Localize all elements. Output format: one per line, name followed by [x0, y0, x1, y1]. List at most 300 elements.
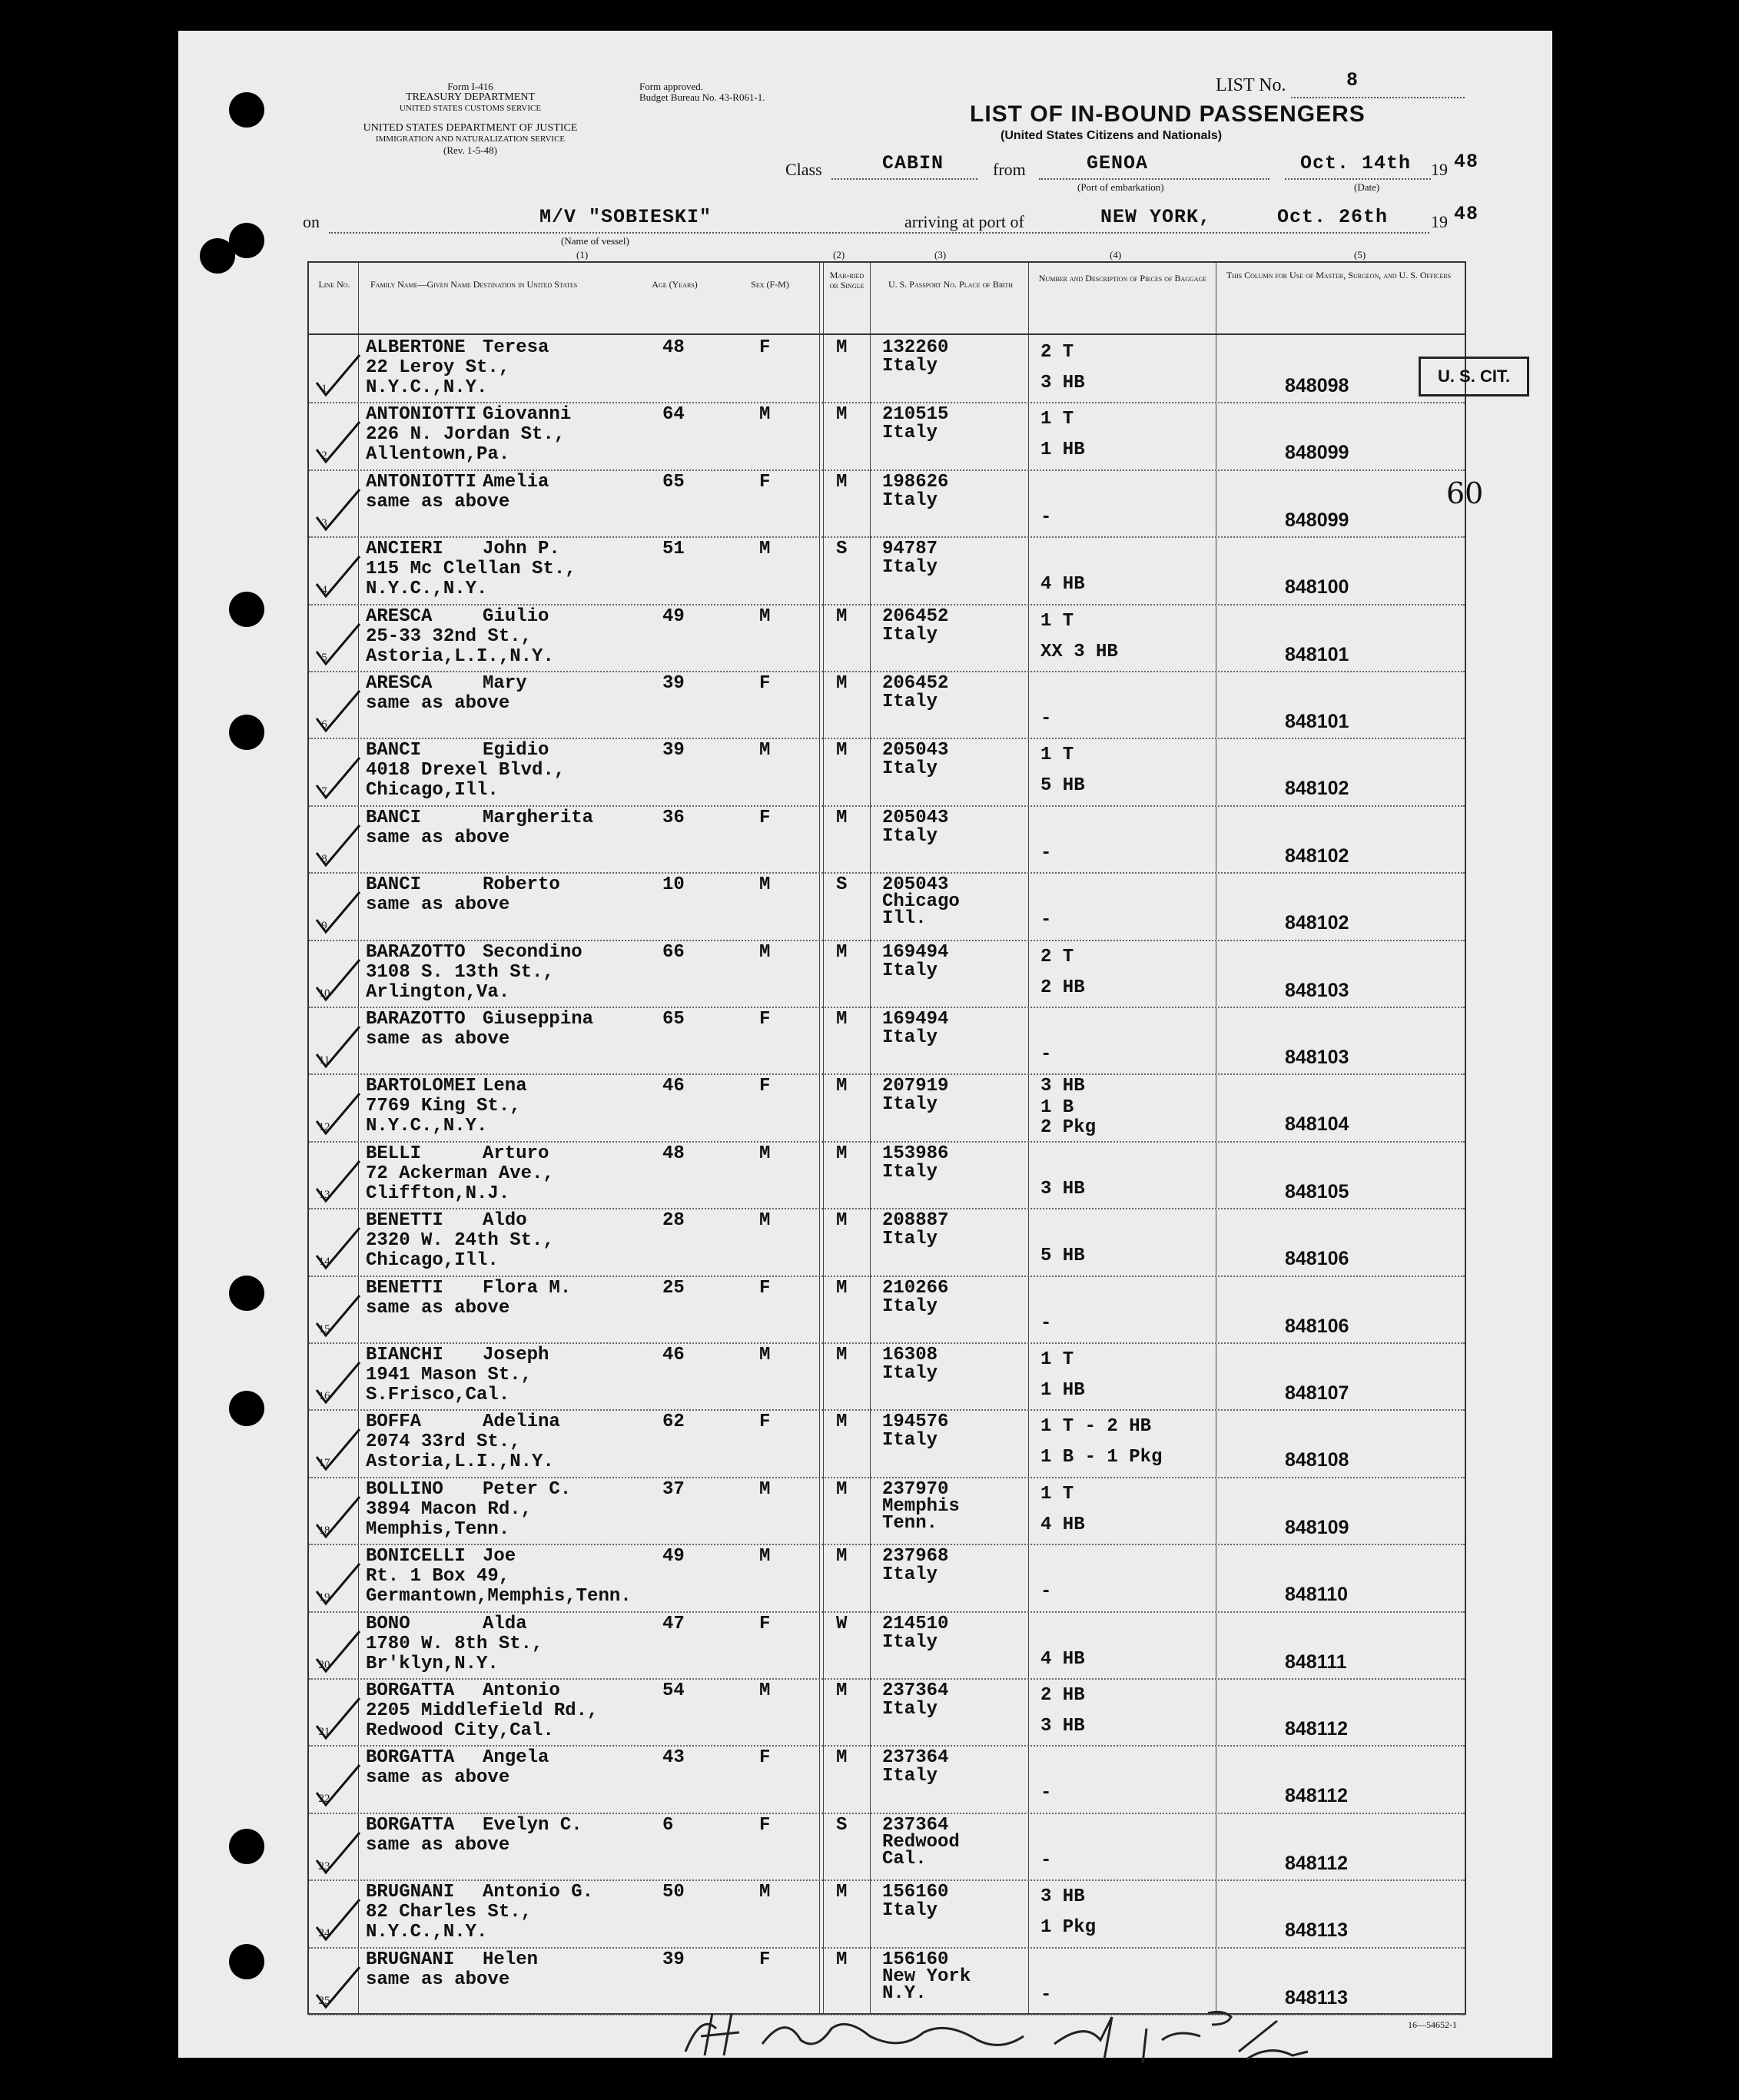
sex-value: M	[759, 941, 771, 963]
check-mark-icon	[312, 618, 366, 672]
family-name: BIANCHI	[366, 1345, 443, 1365]
age-value: 47	[662, 1613, 685, 1634]
sex-value: F	[759, 1277, 771, 1299]
address-line-1: same as above	[366, 1767, 510, 1789]
family-name: BORGATTA	[366, 1814, 455, 1836]
passport-number: 169494	[882, 1009, 949, 1030]
line-number: 22	[318, 1793, 330, 1806]
family-name: BARAZOTTO	[366, 1009, 466, 1030]
baggage-line-1: 3 HB	[1040, 1886, 1085, 1908]
table-row	[309, 940, 1465, 1008]
check-mark-icon	[312, 1020, 366, 1074]
line-number: 10	[318, 987, 330, 1000]
baggage-line-2: 3 HB	[1040, 1178, 1085, 1199]
officer-number: 848106	[1285, 1315, 1349, 1337]
passport-number: 214510	[882, 1613, 949, 1634]
baggage-line-2: 1 Pkg	[1040, 1917, 1097, 1939]
given-name: Giulio	[483, 605, 549, 627]
table-row	[309, 1544, 1465, 1612]
table-row	[309, 1208, 1465, 1276]
check-mark-icon	[312, 954, 366, 1007]
marital-status: M	[836, 605, 848, 627]
marital-status: S	[836, 874, 848, 896]
passport-number: 207919	[882, 1076, 949, 1097]
marital-status: M	[836, 1680, 848, 1701]
check-mark-icon	[312, 550, 366, 604]
check-mark-icon	[312, 685, 366, 738]
address-line-1: same as above	[366, 894, 510, 916]
sex-value: M	[759, 539, 771, 560]
line-number: 7	[321, 785, 327, 798]
age-value: 10	[662, 874, 685, 896]
marital-status: M	[836, 337, 848, 358]
passport-number: 156160	[882, 1949, 949, 1970]
passport-number: 205043	[882, 874, 949, 896]
punch-hole	[229, 1276, 264, 1311]
address-line-1: 1780 W. 8th St.,	[366, 1633, 543, 1654]
address-line-1: 2205 Middlefield Rd.,	[366, 1700, 599, 1721]
family-name: BANCI	[366, 807, 422, 828]
table-row	[309, 1342, 1465, 1411]
officer-number: 848103	[1285, 1047, 1349, 1068]
table-row	[309, 1745, 1465, 1813]
line-number: 24	[318, 1927, 330, 1940]
check-mark-icon	[312, 1155, 366, 1209]
age-value: 66	[662, 941, 685, 963]
table-row	[309, 1073, 1465, 1142]
age-value: 48	[662, 337, 685, 358]
line-number: 8	[321, 852, 327, 865]
place-of-birth: Italy	[882, 1699, 938, 1720]
th-married: Mar-ried or Single	[829, 270, 865, 290]
baggage-line-2: -	[1040, 1312, 1052, 1334]
place-of-birth: Italy	[882, 1564, 938, 1586]
baggage-line-1: 1 T	[1040, 610, 1074, 632]
table-row	[309, 738, 1465, 806]
given-name: Angela	[483, 1747, 549, 1769]
marital-status: M	[836, 1747, 848, 1769]
passport-number: 153986	[882, 1143, 949, 1164]
table-row	[309, 604, 1465, 672]
address-line-2: Chicago,Ill.	[366, 1250, 499, 1272]
passport-number: 169494	[882, 941, 949, 963]
page-title: LIST OF IN-BOUND PASSENGERS	[970, 101, 1366, 127]
place-of-birth: Italy	[882, 1430, 938, 1451]
age-value: 49	[662, 1546, 685, 1568]
sex-value: F	[759, 1949, 771, 1970]
table-row	[309, 872, 1465, 941]
address-line-2: N.Y.C.,N.Y.	[366, 1116, 488, 1137]
baggage-line-2: 4 HB	[1040, 574, 1085, 595]
check-mark-icon	[312, 1356, 366, 1410]
check-mark-icon	[312, 1087, 366, 1141]
family-name: ANTONIOTTI	[366, 471, 477, 493]
check-mark-icon	[312, 886, 366, 940]
list-number: 8	[1346, 69, 1359, 91]
address-line-1: 1941 Mason St.,	[366, 1365, 533, 1385]
line-number: 4	[321, 584, 327, 597]
officer-number: 848101	[1285, 711, 1349, 732]
age-value: 65	[662, 471, 685, 493]
officer-number: 848111	[1285, 1650, 1347, 1673]
line-number: 17	[318, 1457, 330, 1470]
officer-number: 848099	[1285, 509, 1349, 531]
place-of-birth: Memphis Tenn.	[882, 1495, 960, 1534]
address-line-2: Chicago,Ill.	[366, 780, 499, 801]
address-line-1: 22 Leroy St.,	[366, 357, 510, 378]
table-row	[309, 335, 1465, 403]
passport-number: 210515	[882, 404, 949, 426]
baggage-line-1: 1 T	[1040, 1483, 1074, 1505]
baggage-line-1: 2 T	[1040, 946, 1074, 967]
baggage-line-2: 2 HB	[1040, 977, 1085, 998]
age-value: 39	[662, 740, 685, 761]
column-number: (1)	[576, 249, 589, 260]
address-line-1: 115 Mc Clellan St.,	[366, 559, 576, 580]
line-number: 13	[318, 1188, 330, 1201]
sex-value: M	[759, 1882, 771, 1903]
marital-status: M	[836, 1210, 848, 1232]
officer-number: 848099	[1285, 442, 1349, 464]
address-line-1: 4018 Drexel Blvd.,	[366, 760, 566, 781]
given-name: Mary	[483, 673, 527, 694]
given-name: Teresa	[483, 337, 549, 358]
given-name: Amelia	[483, 471, 549, 493]
place-of-birth: Italy	[882, 692, 938, 712]
baggage-line-1: 1 T	[1040, 409, 1074, 430]
baggage-line-1: 1 T - 2 HB	[1040, 1416, 1152, 1438]
line-number: 6	[321, 718, 327, 731]
address-line-1: 2074 33rd St.,	[366, 1432, 521, 1453]
passport-number: 208887	[882, 1210, 949, 1232]
address-line-1: same as above	[366, 1969, 510, 1990]
baggage-line-3: 2 Pkg	[1040, 1117, 1097, 1139]
manifest-page	[178, 31, 1552, 2058]
check-mark-icon	[312, 483, 366, 537]
baggage-line-2: 1 HB	[1040, 440, 1085, 461]
family-name: BENETTI	[366, 1277, 443, 1299]
given-name: Antonio G.	[483, 1882, 594, 1903]
family-name: BONO	[366, 1613, 410, 1634]
approval-1: Form approved.	[639, 81, 704, 92]
baggage-line-1: 1 T	[1040, 745, 1074, 766]
place-of-birth: Italy	[882, 1027, 938, 1048]
officer-number: 848113	[1285, 1919, 1349, 1942]
form-number: Form I-416	[447, 81, 493, 92]
passport-number: 210266	[882, 1277, 949, 1299]
punch-hole	[229, 223, 264, 258]
marital-status: M	[836, 1009, 848, 1030]
sex-value: M	[759, 1680, 771, 1701]
family-name: BENETTI	[366, 1210, 443, 1232]
line-number: 11	[318, 1054, 330, 1067]
given-name: Roberto	[483, 874, 560, 896]
line-number: 14	[318, 1256, 330, 1269]
punch-hole	[229, 1829, 264, 1864]
officer-number: 848100	[1285, 576, 1349, 599]
line-number: 16	[318, 1390, 330, 1402]
given-name: Joe	[483, 1546, 516, 1568]
place-of-birth: Italy	[882, 1161, 938, 1183]
sex-value: F	[759, 673, 771, 694]
family-name: BARTOLOMEI	[366, 1076, 477, 1097]
baggage-line-2: 3 HB	[1040, 373, 1085, 393]
officer-number: 848108	[1285, 1449, 1349, 1471]
sex-value: M	[759, 1546, 771, 1568]
officer-number: 848102	[1285, 844, 1349, 867]
marital-status: M	[836, 1478, 848, 1500]
officer-number: 848103	[1285, 979, 1349, 1001]
given-name: Margherita	[483, 807, 594, 828]
given-name: Peter C.	[483, 1478, 572, 1500]
address-line-1: 226 N. Jordan St.,	[366, 424, 566, 446]
sex-value: M	[759, 404, 771, 426]
marital-status: M	[836, 1345, 848, 1365]
list-no-line	[1291, 97, 1465, 98]
address-line-1: same as above	[366, 1834, 510, 1856]
class-line	[831, 178, 977, 180]
th-sex: Sex (F-M)	[751, 279, 789, 290]
baggage-line-2: 4 HB	[1040, 1514, 1085, 1535]
baggage-line-2: 1 B - 1 Pkg	[1040, 1447, 1163, 1468]
address-line-2: S.Frisco,Cal.	[366, 1385, 510, 1405]
sex-value: M	[759, 1345, 771, 1365]
line-number: 2	[321, 450, 327, 463]
family-name: ANTONIOTTI	[366, 404, 477, 426]
table-row	[309, 469, 1465, 538]
check-mark-icon	[312, 1692, 366, 1746]
place-of-birth: Italy	[882, 1295, 938, 1317]
arrival-date: Oct. 26th	[1277, 206, 1389, 228]
table-row	[309, 1141, 1465, 1209]
date-value: Oct. 14th	[1300, 152, 1412, 174]
line-number: 20	[318, 1658, 330, 1671]
family-name: BANCI	[366, 874, 422, 896]
line-number: 15	[318, 1322, 330, 1335]
address-line-2: Cliffton,N.J.	[366, 1183, 510, 1204]
address-line-1: same as above	[366, 491, 510, 513]
sex-value: F	[759, 1009, 771, 1030]
customs-label: UNITED STATES CUSTOMS SERVICE	[399, 104, 542, 113]
officer-number: 848109	[1285, 1516, 1349, 1538]
given-name: Adelina	[483, 1412, 560, 1433]
family-name: BANCI	[366, 740, 422, 761]
family-name: ARESCA	[366, 673, 433, 694]
place-of-birth: New York N.Y.	[882, 1966, 971, 2004]
check-mark-icon	[312, 1423, 366, 1477]
vessel-caption: (Name of vessel)	[561, 235, 629, 247]
marital-status: M	[836, 404, 848, 426]
marital-status: M	[836, 1546, 848, 1568]
address-line-1: same as above	[366, 1029, 510, 1050]
address-line-2: Br'klyn,N.Y.	[366, 1653, 499, 1674]
rev-label: (Rev. 1-5-48)	[443, 144, 497, 156]
form-code: 16—54652-1	[1408, 2019, 1457, 2030]
passport-number: 206452	[882, 605, 949, 627]
year-prefix: 19	[1431, 160, 1448, 179]
arrival-year: 48	[1454, 203, 1479, 225]
sex-value: F	[759, 1613, 771, 1634]
year-value: 48	[1454, 151, 1479, 173]
passport-number: 94787	[882, 539, 938, 560]
place-of-birth: Chicago Ill.	[882, 891, 960, 930]
address-line-1: same as above	[366, 827, 510, 848]
passport-number: 206452	[882, 673, 949, 694]
line-number: 3	[321, 516, 327, 529]
treasury-label: TREASURY DEPARTMENT	[405, 91, 536, 103]
column-number: (4)	[1110, 249, 1122, 260]
column-number: (5)	[1354, 249, 1366, 260]
th-line-no: Line No.	[318, 279, 350, 290]
passport-number: 237364	[882, 1814, 949, 1836]
age-value: 51	[662, 539, 685, 560]
from-label: from	[993, 160, 1026, 179]
justice-label: UNITED STATES DEPARTMENT OF JUSTICE	[363, 122, 578, 134]
address-line-2: N.Y.C.,N.Y.	[366, 579, 488, 600]
check-mark-icon	[312, 1222, 366, 1276]
age-value: 46	[662, 1345, 685, 1365]
given-name: Giuseppina	[483, 1009, 594, 1030]
arrival-year-prefix: 19	[1431, 212, 1448, 231]
place-of-birth: Italy	[882, 557, 938, 579]
from-line	[1039, 178, 1269, 180]
marital-status: M	[836, 941, 848, 963]
given-name: Antonio	[483, 1680, 560, 1701]
place-of-birth: Redwood Cal.	[882, 1831, 960, 1869]
address-line-2: Memphis,Tenn.	[366, 1518, 510, 1540]
th-officers: This Column for Use of Master, Surgeon, and U. S. Officers	[1226, 270, 1452, 280]
baggage-line-1: 2 T	[1040, 342, 1074, 363]
table-row	[309, 1007, 1465, 1075]
check-mark-icon	[312, 1558, 366, 1611]
th-name: Family Name—Given Name Destination in United States	[370, 279, 578, 290]
family-name: ANCIERI	[366, 539, 443, 560]
baggage-line-2: XX 3 HB	[1040, 641, 1118, 662]
officer-number: 848112	[1285, 1718, 1349, 1740]
margin-note: 60	[1446, 476, 1484, 510]
sex-value: F	[759, 1814, 771, 1836]
on-label: on	[303, 212, 320, 231]
check-mark-icon	[312, 1759, 366, 1813]
family-name: BOFFA	[366, 1412, 422, 1433]
passport-number: 156160	[882, 1882, 949, 1903]
check-mark-icon	[312, 751, 366, 805]
us-citizen-stamp: U. S. CIT.	[1419, 357, 1529, 396]
list-no-label: LIST No.	[1216, 75, 1286, 95]
column-number: (3)	[934, 249, 947, 260]
sex-value: M	[759, 605, 771, 627]
check-mark-icon	[312, 1625, 366, 1679]
baggage-line-2: 1 B	[1040, 1097, 1074, 1119]
line-number: 19	[318, 1591, 330, 1604]
address-line-2: Allentown,Pa.	[366, 444, 510, 466]
address-line-1: Rt. 1 Box 49,	[366, 1566, 510, 1587]
table-row	[309, 671, 1465, 739]
place-of-birth: Italy	[882, 1229, 938, 1250]
class-value: CABIN	[882, 152, 944, 174]
age-value: 39	[662, 1949, 685, 1970]
baggage-line-1: 1 T	[1040, 1349, 1074, 1370]
line-number: 18	[318, 1524, 330, 1537]
address-line-2: N.Y.C.,N.Y.	[366, 377, 488, 398]
age-value: 43	[662, 1747, 685, 1769]
sex-value: F	[759, 1076, 771, 1097]
passport-number: 237968	[882, 1546, 949, 1568]
passport-number: 237364	[882, 1680, 949, 1701]
baggage-line-2: -	[1040, 1984, 1052, 2005]
officer-number: 848112	[1285, 1785, 1349, 1807]
address-line-1: 25-33 32nd St.,	[366, 625, 533, 647]
marital-status: M	[836, 1882, 848, 1903]
officer-number: 848101	[1285, 643, 1349, 665]
table-row	[309, 1611, 1465, 1680]
marital-status: S	[836, 539, 848, 560]
sex-value: F	[759, 1747, 771, 1769]
officer-number: 848113	[1285, 1986, 1349, 2009]
sex-value: M	[759, 1210, 771, 1232]
passport-number: 205043	[882, 807, 949, 828]
check-mark-icon	[312, 1491, 366, 1544]
age-value: 49	[662, 605, 685, 627]
marital-status: M	[836, 1143, 848, 1164]
passport-number: 198626	[882, 471, 949, 493]
check-mark-icon	[312, 1893, 366, 1947]
age-value: 54	[662, 1680, 685, 1701]
baggage-line-2: 4 HB	[1040, 1648, 1085, 1670]
vessel-name: M/V "SOBIESKI"	[539, 206, 712, 228]
place-of-birth: Italy	[882, 1766, 938, 1787]
address-line-2: Astoria,L.I.,N.Y.	[366, 1451, 554, 1473]
address-line-2: Arlington,Va.	[366, 981, 510, 1003]
page-subtitle: (United States Citizens and Nationals)	[1001, 129, 1223, 142]
officer-number: 848098	[1285, 375, 1349, 396]
address-line-1: 72 Ackerman Ave.,	[366, 1163, 554, 1184]
sex-value: F	[759, 471, 771, 493]
table-row	[309, 1276, 1465, 1344]
date-caption: (Date)	[1354, 181, 1380, 193]
officer-number: 848102	[1285, 912, 1349, 934]
given-name: Joseph	[483, 1345, 549, 1365]
address-line-1: 3894 Macon Rd.,	[366, 1498, 533, 1520]
marital-status: M	[836, 807, 848, 828]
table-row	[309, 1678, 1465, 1747]
given-name: Evelyn C.	[483, 1814, 582, 1836]
column-number: (2)	[833, 249, 845, 260]
table-row	[309, 536, 1465, 605]
given-name: Aldo	[483, 1210, 527, 1232]
check-mark-icon	[312, 1289, 366, 1343]
baggage-line-2: -	[1040, 1044, 1052, 1065]
age-value: 62	[662, 1412, 685, 1433]
baggage-line-1: 2 HB	[1040, 1685, 1085, 1706]
approval-2: Budget Bureau No. 43-R061-1.	[639, 91, 765, 103]
family-name: BRUGNANI	[366, 1949, 455, 1970]
marital-status: M	[836, 1076, 848, 1097]
from-value: GENOA	[1087, 152, 1149, 174]
place-of-birth: Italy	[882, 960, 938, 981]
line-number: 5	[321, 651, 327, 664]
marital-status: M	[836, 1412, 848, 1433]
family-name: BONICELLI	[366, 1546, 466, 1568]
given-name: Giovanni	[483, 404, 572, 426]
officer-number: 848107	[1285, 1382, 1349, 1404]
age-value: 46	[662, 1076, 685, 1097]
age-value: 6	[662, 1814, 674, 1836]
table-row	[309, 402, 1465, 470]
passport-number: 16308	[882, 1345, 938, 1365]
marital-status: M	[836, 1277, 848, 1299]
address-line-1: 82 Charles St.,	[366, 1902, 533, 1923]
